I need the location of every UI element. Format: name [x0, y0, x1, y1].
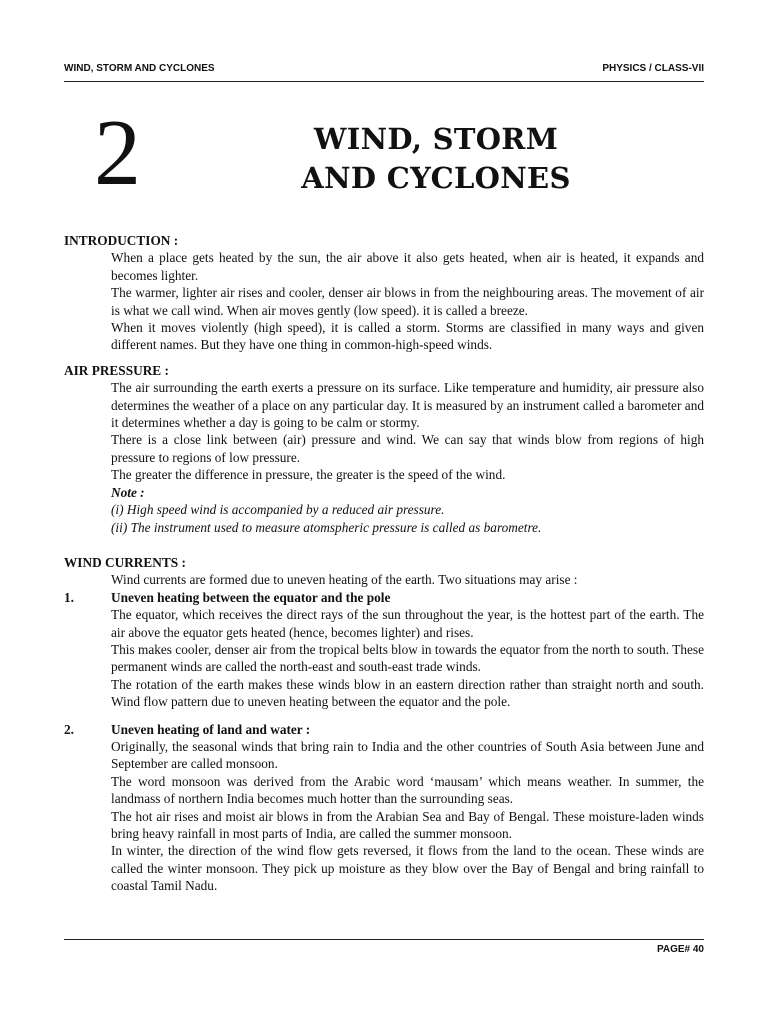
numbered-heading: [64, 721, 704, 738]
intro-paragraph: When a place gets heated by the sun, the air above it also gets heated, when air is heated, it expands and becomes lighter.: [111, 250, 704, 283]
intro-paragraph: When it moves violently (high speed), it is called a storm. Storms are classified in many ways and given different names. But they have one thing in common-high-speed winds.: [111, 320, 704, 353]
note-heading: Note :: [111, 484, 145, 500]
header-subject: PHYSICS / CLASS-VII: [602, 63, 704, 74]
wind-currents-paragraph: The word monsoon was derived from the Arabic word ‘mausam’ which means weather. In summer, the landmass of northern India becomes much hotter than the surrounding seas.: [111, 773, 704, 807]
wind-currents-paragraph: The hot air rises and moist air blows in from the Arabian Sea and Bay of Bengal. These moisture-laden winds bring heavy rainfall in most parts of India, are called the summer monsoon.: [111, 808, 704, 841]
note-item: (ii) The instrument used to measure atomspheric pressure is called as barometre.: [111, 519, 542, 535]
item-number: 2.: [64, 721, 74, 737]
footer-rule: [64, 939, 704, 940]
air-pressure-paragraph: The greater the difference in pressure, the greater is the speed of the wind.: [111, 467, 506, 483]
page-number: PAGE# 40: [656, 944, 704, 955]
wind-currents-paragraph: The equator, which receives the direct rays of the sun throughout the year, is the hottest part of the earth. The air above the equator gets heated (hence, becomes lighter) and rises.: [111, 607, 704, 640]
wind-currents-paragraph: In winter, the direction of the wind flow gets reversed, it flows from the land to the ocean. These winds are called the winter monsoon. They pick up moisture as they blow over the Bay of Bengal and bring rainfall to coastal Tamil Nadu.: [111, 843, 704, 894]
numbered-heading: [64, 589, 704, 606]
chapter-title-line-2: AND CYCLONES: [301, 161, 571, 195]
wind-currents-paragraph: This makes cooler, denser air from the tropical belts blow in towards the equator from the north to south. These permanent winds are called the north-east and south-east trade winds.: [111, 641, 704, 675]
section-heading-introduction: INTRODUCTION :: [64, 233, 179, 248]
wind-currents-intro: Wind currents are formed due to uneven heating of the earth. Two situations may arise :: [111, 572, 578, 588]
chapter-number: 2: [94, 101, 141, 205]
item-title: Uneven heating between the equator and the pole: [111, 589, 391, 605]
spacer: [64, 536, 704, 546]
item-number: 1.: [64, 589, 74, 605]
section-heading-air-pressure: AIR PRESSURE :: [64, 362, 169, 378]
wind-currents-paragraph: The rotation of the earth makes these winds blow in an eastern direction rather than straight north and south. Wind flow pattern due to uneven heating between the equator and the pole.: [111, 676, 704, 710]
header-title: WIND, STORM AND CYCLONES: [64, 63, 215, 74]
running-header: [64, 63, 704, 82]
spacer: [64, 711, 704, 721]
air-pressure-paragraph: There is a close link between (air) pressure and wind. We can say that winds blow from regions of high pressure to regions of low pressure.: [111, 432, 704, 465]
item-title: Uneven heating of land and water :: [111, 721, 311, 737]
page-body: [64, 232, 704, 895]
chapter-title: [268, 120, 604, 198]
note-item: (i) High speed wind is accompanied by a reduced air pressure.: [111, 502, 445, 518]
chapter-title-line-1: WIND, STORM: [313, 122, 559, 156]
intro-paragraph: The warmer, lighter air rises and cooler, denser air blows in from the neighbouring areas. The movement of air is what we call wind. When air moves gently (low speed). it is called a breeze.: [111, 285, 704, 318]
section-heading-wind-currents: WIND CURRENTS :: [64, 554, 186, 570]
wind-currents-paragraph: Originally, the seasonal winds that bring rain to India and the other countries of South Asia between June and September are called monsoon.: [111, 738, 704, 772]
air-pressure-paragraph: The air surrounding the earth exerts a pressure on its surface. Like temperature and humidity, air pressure also determines the weather of a place on any particular day. It is measured by an instrument called a barometer and it determines whether a day is going to be calm or stormy.: [111, 380, 704, 431]
